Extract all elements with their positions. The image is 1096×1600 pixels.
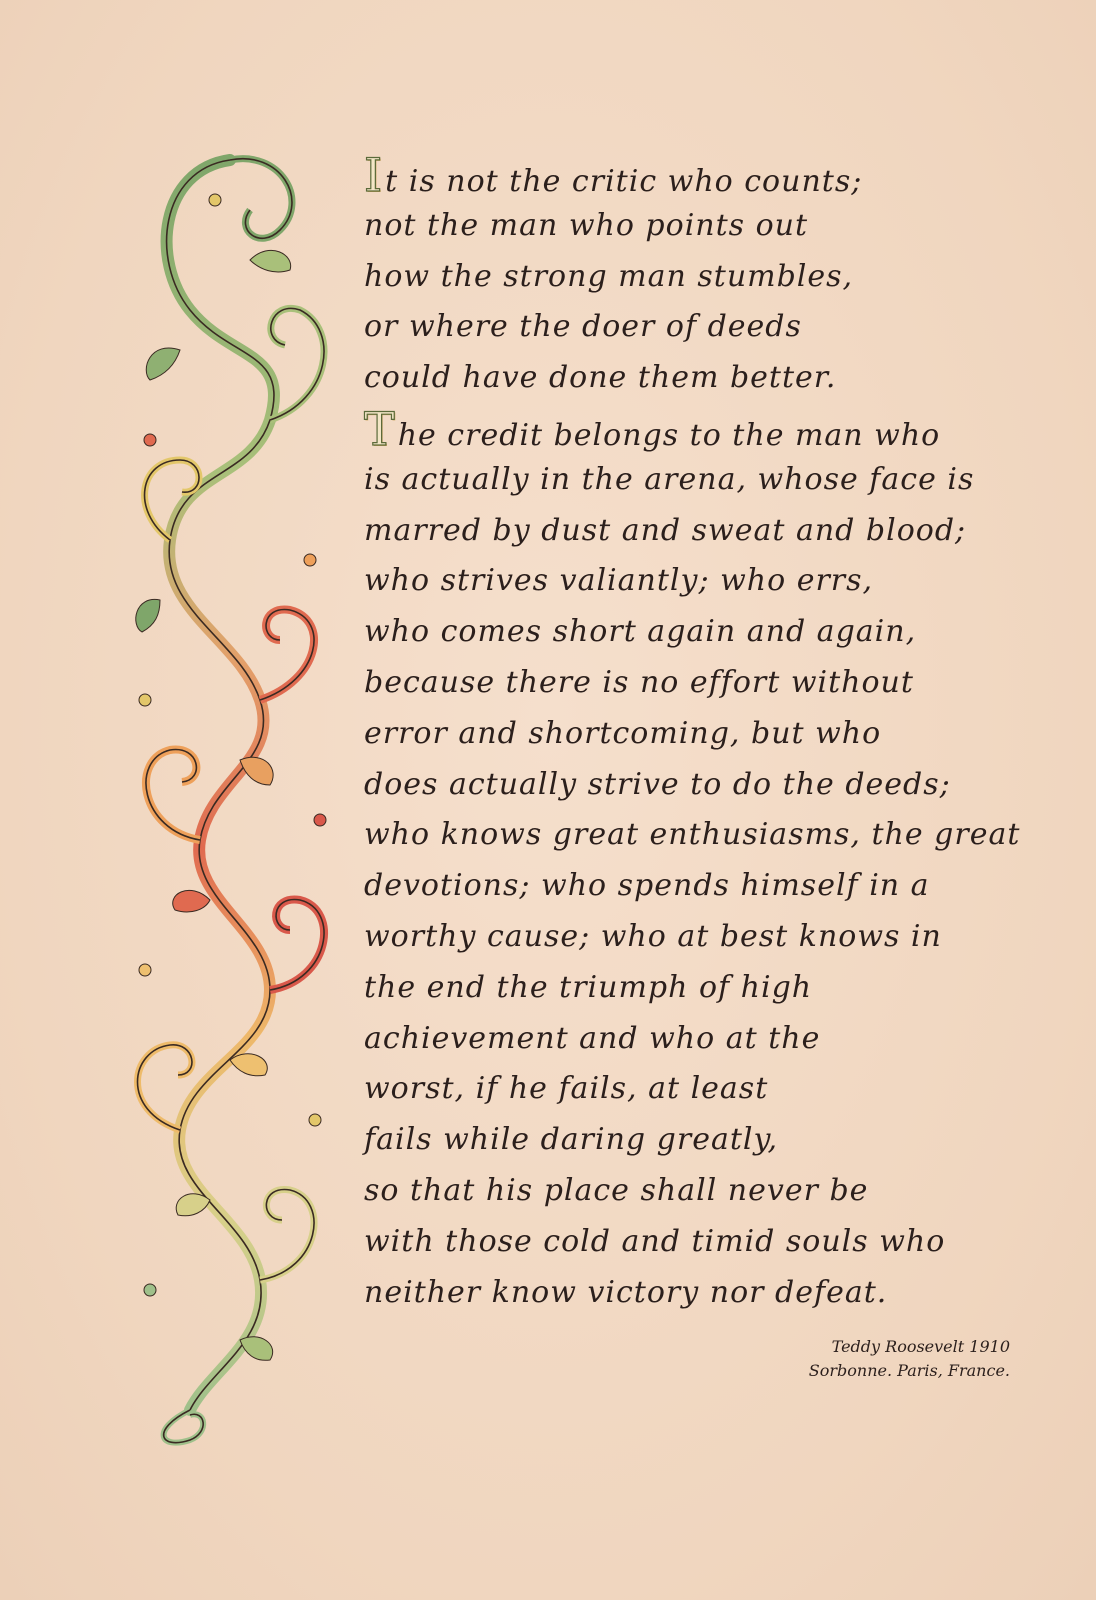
- attribution-place: Sorbonne. Paris, France.: [808, 1361, 1010, 1380]
- attribution-author: Teddy Roosevelt 1910: [831, 1337, 1010, 1356]
- poem-line: It is not the critic who counts;: [364, 148, 863, 202]
- poem-line: with those cold and timid souls who: [364, 1223, 946, 1259]
- drop-cap: T: [364, 401, 396, 456]
- attribution: [770, 1335, 1010, 1383]
- poem-line: could have done them better.: [364, 360, 837, 396]
- poem-line: worst, if he fails, at least: [364, 1071, 769, 1107]
- poem-line: error and shortcoming, but who: [364, 715, 882, 751]
- poem-line: who knows great enthusiasms, the great: [364, 817, 1021, 853]
- poem-line: does actually strive to do the deeds;: [364, 766, 951, 802]
- poem-line: fails while daring greatly,: [364, 1122, 779, 1158]
- poem-line: is actually in the arena, whose face is: [364, 461, 975, 497]
- poem-line: The credit belongs to the man who: [364, 401, 941, 456]
- drop-cap: I: [364, 148, 384, 202]
- poem-line: so that his place shall never be: [364, 1172, 869, 1208]
- poem-line: who comes short again and again,: [364, 614, 917, 650]
- poem-line: devotions; who spends himself in a: [364, 868, 930, 904]
- poem-line: how the strong man stumbles,: [364, 258, 854, 294]
- poem-line: not the man who points out: [364, 207, 809, 243]
- poem-line: marred by dust and sweat and blood;: [364, 512, 967, 548]
- floral-scroll-border-icon: [120, 140, 350, 1450]
- poem-line: worthy cause; who at best knows in: [364, 918, 942, 954]
- poem-line: neither know victory nor defeat.: [364, 1274, 888, 1310]
- poem-line: who strives valiantly; who errs,: [364, 563, 874, 599]
- poem-line: or where the doer of deeds: [364, 309, 802, 345]
- poem-line: achievement and who at the: [364, 1020, 821, 1056]
- poem-line: the end the triumph of high: [364, 969, 813, 1005]
- poem-text: [364, 150, 1044, 1318]
- poem-line: because there is no effort without: [364, 664, 914, 700]
